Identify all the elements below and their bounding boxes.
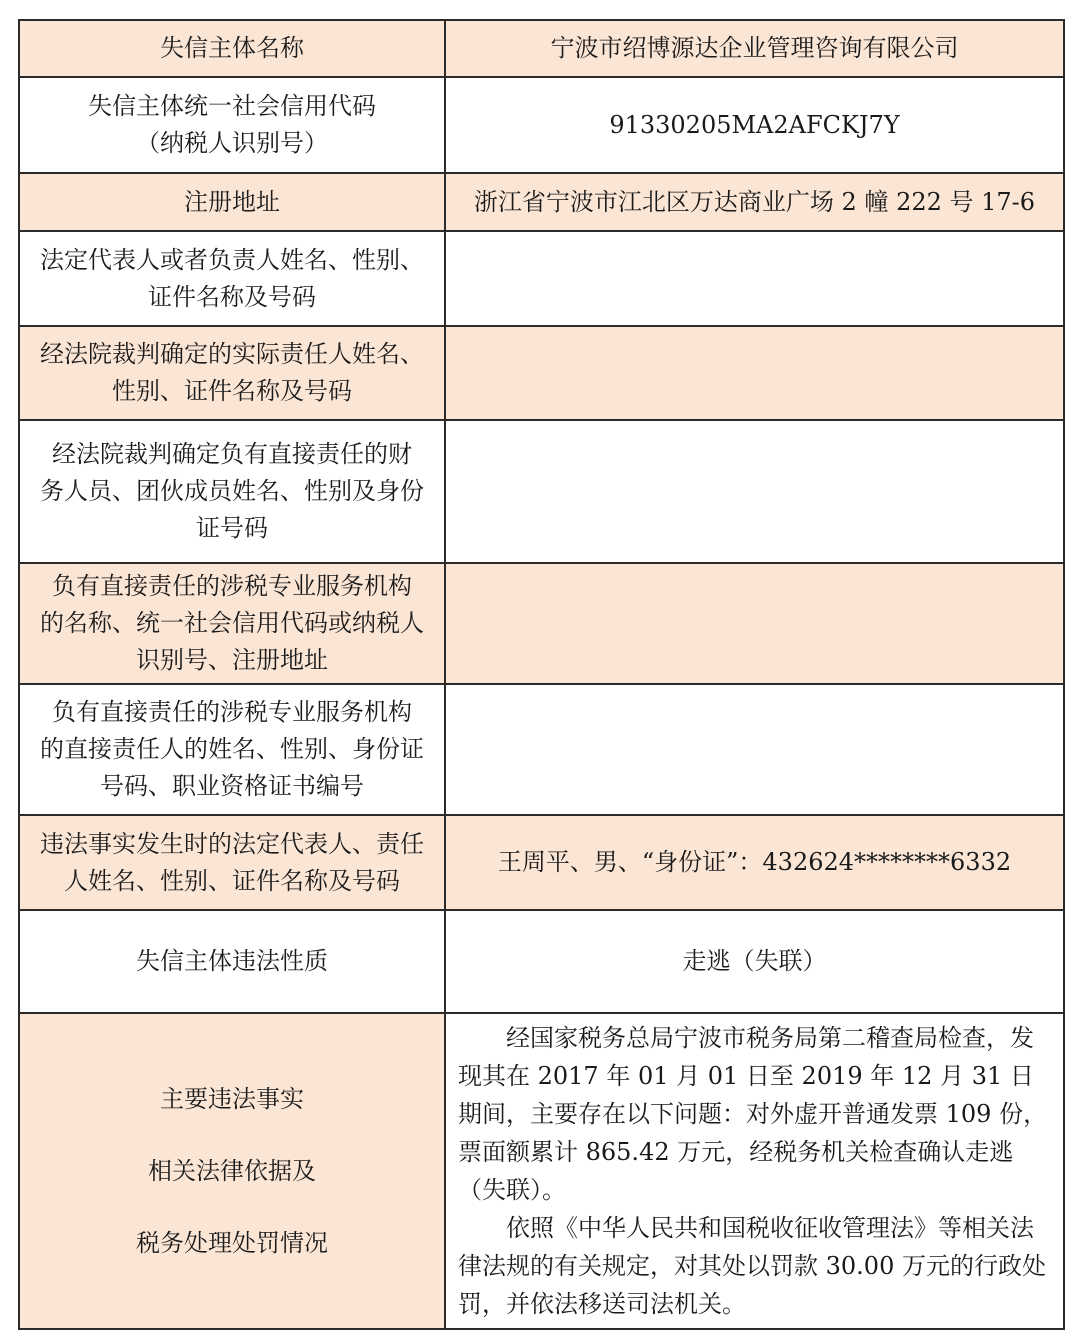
row-label-finance-staff: 经法院裁判确定负有直接责任的财 务人员、团伙成员姓名、性别及身份 证号码 (19, 420, 445, 563)
table-row (19, 20, 1064, 77)
facts-paragraph: 经国家税务总局宁波市税务局第二稽查局检查，发现其在 2017 年 01 月 01 日至 2019 年 12 月 31 日期间，主要存在以下问题：对外虚开普通发票 109 份，票面额累计 865.42 万元，经税务机关检查确认走逃（失联）。 (458, 1024, 1048, 1204)
row-value-actual-responsible (445, 326, 1064, 420)
row-label-rep-at-time: 违法事实发生时的法定代表人、责任 人姓名、性别、证件名称及号码 (19, 815, 445, 910)
table-row (19, 1013, 1064, 1329)
table-row (19, 910, 1064, 1013)
table-row (19, 815, 1064, 910)
credit-info-table (18, 19, 1065, 1330)
row-label-agency: 负有直接责任的涉税专业服务机构 的名称、统一社会信用代码或纳税人 识别号、注册地址 (19, 563, 445, 684)
row-value-main-facts (445, 1013, 1064, 1329)
row-value-finance-staff (445, 420, 1064, 563)
row-value-legal-rep (445, 231, 1064, 326)
row-value-credit-code: 91330205MA2AFCKJ7Y (445, 77, 1064, 173)
row-label-credit-code: 失信主体统一社会信用代码 （纳税人识别号） (19, 77, 445, 173)
row-label-main-facts: 主要违法事实 相关法律依据及 税务处理处罚情况 (19, 1013, 445, 1329)
table-row (19, 173, 1064, 231)
row-value-entity-name: 宁波市绍博源达企业管理咨询有限公司 (445, 20, 1064, 77)
row-label-violation-nature: 失信主体违法性质 (19, 910, 445, 1013)
row-label-agency-person: 负有直接责任的涉税专业服务机构 的直接责任人的姓名、性别、身份证 号码、职业资格证书编号 (19, 684, 445, 815)
facts-paragraph: 依照《中华人民共和国税收征收管理法》等相关法律法规的有关规定，对其处以罚款 30.00 万元的行政处罚，并依法移送司法机关。 (458, 1214, 1046, 1318)
table-row (19, 231, 1064, 326)
row-value-rep-at-time: 王周平、男、“身份证”：432624********6332 (445, 815, 1064, 910)
table-row (19, 684, 1064, 815)
row-label-entity-name: 失信主体名称 (19, 20, 445, 77)
table-row (19, 77, 1064, 173)
table-row (19, 563, 1064, 684)
row-label-address: 注册地址 (19, 173, 445, 231)
row-value-address: 浙江省宁波市江北区万达商业广场 2 幢 222 号 17-6 (445, 173, 1064, 231)
row-value-agency (445, 563, 1064, 684)
row-value-violation-nature: 走逃（失联） (445, 910, 1064, 1013)
row-value-agency-person (445, 684, 1064, 815)
row-label-actual-responsible: 经法院裁判确定的实际责任人姓名、 性别、证件名称及号码 (19, 326, 445, 420)
table-row (19, 420, 1064, 563)
table-row (19, 326, 1064, 420)
row-label-legal-rep: 法定代表人或者负责人姓名、性别、 证件名称及号码 (19, 231, 445, 326)
